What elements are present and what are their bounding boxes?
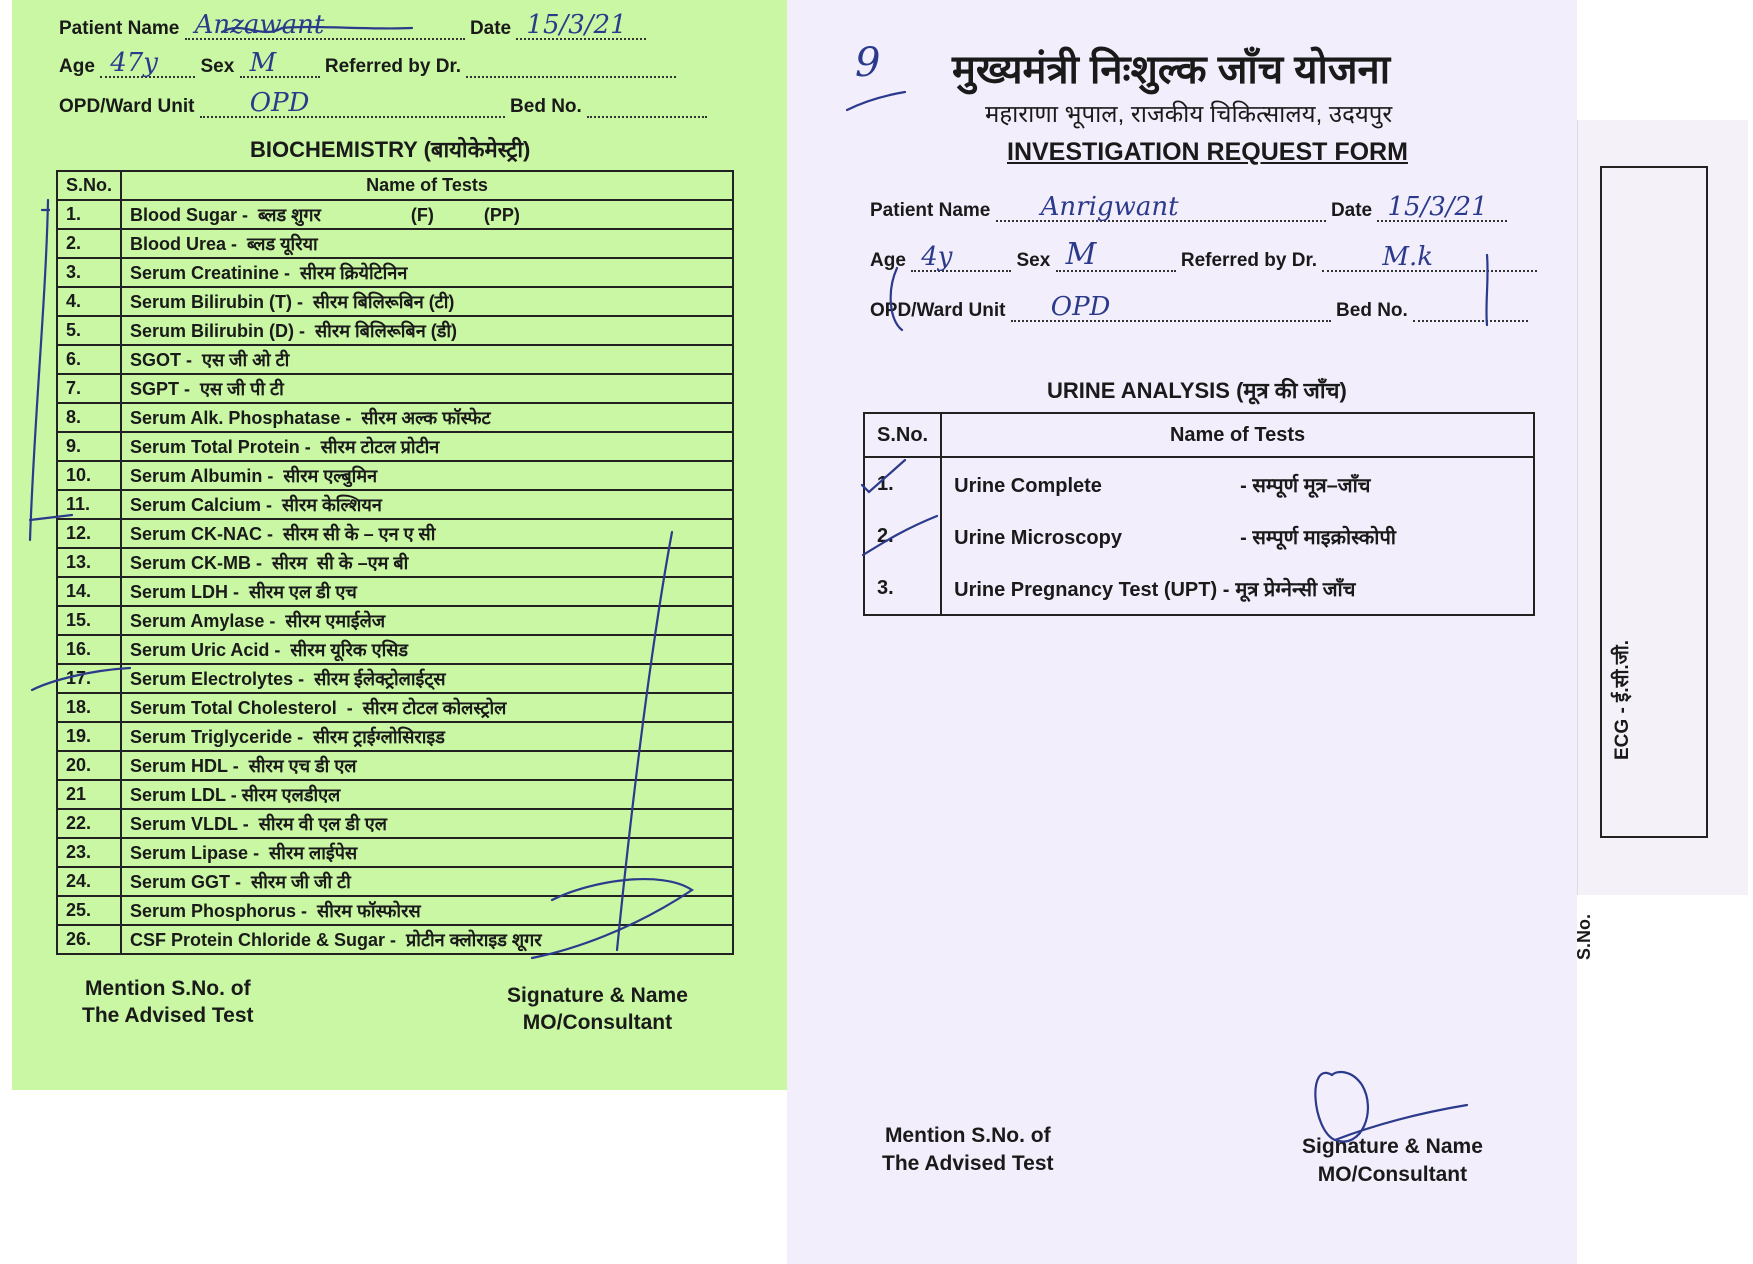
biochemistry-title: BIOCHEMISTRY (बायोकेमेस्ट्री) [250, 137, 531, 162]
signature-line1: Signature & Name [507, 984, 688, 1007]
age-value: 4y [921, 242, 953, 272]
test-name: Serum Calcium - सीरम केल्शियन [121, 490, 733, 519]
test-name: Blood Urea - ब्लड यूरिया [121, 229, 733, 258]
opd-value: OPD [1050, 292, 1111, 322]
patient-name-value: Anrigwant [1040, 192, 1179, 222]
serial-mark: 9 [855, 40, 881, 86]
test-name: Serum CK-NAC - सीरम सी के – एन ए सी [121, 519, 733, 548]
test-name: Serum Triglyceride - सीरम ट्राईग्लोसिराइड [121, 722, 733, 751]
sex-label: Sex [200, 56, 235, 77]
mention-sno-line2: The Advised Test [82, 1004, 254, 1027]
test-name: Serum Bilirubin (T) - सीरम बिलिरूबिन (टी) [121, 287, 733, 316]
test-name: Serum Bilirubin (D) - सीरम बिलिरूबिन (डी) [121, 316, 733, 345]
test-name-hindi: - सम्पूर्ण माइक्रोस्कोपी [1240, 526, 1396, 549]
test-sno: 20. [57, 751, 121, 780]
investigation-request-form [787, 0, 1577, 1264]
ecg-form-edge [1574, 120, 1748, 960]
col-name-header: Name of Tests [121, 171, 733, 200]
age-label: Age [59, 56, 95, 77]
bed-label: Bed No. [510, 96, 582, 117]
test-sno: 14. [57, 577, 121, 606]
patient-name-label: Patient Name [59, 18, 180, 39]
test-sno: 3. [57, 258, 121, 287]
test-name-hindi: - सम्पूर्ण मूत्र–जाँच [1240, 474, 1371, 497]
test-name: CSF Protein Chloride & Sugar - प्रोटीन क्लोराइड शूगर [121, 925, 733, 954]
test-sno: 1. [864, 457, 941, 510]
test-name: Serum VLDL - सीरम वी एल डी एल [121, 809, 733, 838]
test-name: Serum Albumin - सीरम एल्बुमिन [121, 461, 733, 490]
test-sno: 8. [57, 403, 121, 432]
test-name: Serum GGT - सीरम जी जी टी [121, 867, 733, 896]
test-name: Serum Uric Acid - सीरम यूरिक एसिड [121, 635, 733, 664]
biochemistry-form [12, 0, 787, 1090]
test-sno: 5. [57, 316, 121, 345]
test-name: Serum Lipase - सीरम लाईपेस [121, 838, 733, 867]
signature-line1: Signature & Name [1302, 1135, 1483, 1158]
test-name: Urine Complete [954, 474, 1102, 497]
test-name: Serum Electrolytes - सीरम ईलेक्ट्रोलाईट्स [121, 664, 733, 693]
hospital-name: महाराणा भूपाल, राजकीय चिकित्सालय, उदयपुर [985, 101, 1393, 128]
test-name: Serum Phosphorus - सीरम फॉस्फोरस [121, 896, 733, 925]
test-sno: 21 [57, 780, 121, 809]
patient-name-value: Anzawant [194, 10, 325, 40]
test-sno: 24. [57, 867, 121, 896]
test-sno: 18. [57, 693, 121, 722]
signature-line2: MO/Consultant [522, 1011, 673, 1034]
age-label: Age [870, 250, 906, 271]
test-sno: 17. [57, 664, 121, 693]
mention-sno-line1: Mention S.No. of [884, 1124, 1051, 1147]
referred-by-label: Referred by Dr. [324, 56, 462, 77]
test-sno: 23. [57, 838, 121, 867]
test-name: SGPT - एस जी पी टी [121, 374, 733, 403]
test-sno: 16. [57, 635, 121, 664]
test-name: Urine Pregnancy Test (UPT) - [954, 578, 1230, 601]
test-sno: 4. [57, 287, 121, 316]
test-sno: 22. [57, 809, 121, 838]
test-name: Serum Alk. Phosphatase - सीरम अल्क फॉस्फेट [121, 403, 733, 432]
test-name: Serum CK-MB - सीरम सी के –एम बी [121, 548, 733, 577]
mention-sno-line1: Mention S.No. of [84, 977, 251, 1000]
test-sno: 2. [57, 229, 121, 258]
mention-sno-line2: The Advised Test [882, 1152, 1054, 1175]
test-name: Serum Creatinine - सीरम क्रियेटिनिन [121, 258, 733, 287]
opd-value: OPD [249, 88, 310, 118]
test-sno: 26. [57, 925, 121, 954]
test-name: Serum LDH - सीरम एल डी एच [121, 577, 733, 606]
date-value: 15/3/21 [526, 10, 627, 40]
date-value: 15/3/21 [1387, 192, 1488, 222]
date-label: Date [1330, 200, 1373, 221]
test-name: Serum HDL - सीरम एच डी एल [121, 751, 733, 780]
sex-value: M [1065, 237, 1097, 272]
sex-value: M [249, 48, 277, 78]
test-name: Serum Amylase - सीरम एमाईलेज [121, 606, 733, 635]
ecg-label: ECG - ई.सी.जी. [1612, 639, 1633, 760]
test-sno: 15. [57, 606, 121, 635]
ecg-sno-label: S.No. [1574, 913, 1594, 960]
handwritten-marks-left [12, 0, 787, 1090]
test-name-hindi: मूत्र प्रेग्नेन्सी जाँच [1235, 578, 1356, 601]
test-sno: 10. [57, 461, 121, 490]
test-sno: 13. [57, 548, 121, 577]
form-title: INVESTIGATION REQUEST FORM [1007, 138, 1408, 166]
test-sno: 19. [57, 722, 121, 751]
test-sno: 6. [57, 345, 121, 374]
sex-label: Sex [1016, 250, 1051, 271]
opd-label: OPD/Ward Unit [59, 96, 195, 117]
test-name: Serum Total Cholesterol - सीरम टोटल कोलस्ट्रोल [121, 693, 733, 722]
test-name: Serum Total Protein - सीरम टोटल प्रोटीन [121, 432, 733, 461]
test-sno: 3. [864, 562, 941, 615]
test-sno: 1. [57, 200, 121, 229]
patient-name-label: Patient Name [870, 200, 991, 221]
test-sno: 7. [57, 374, 121, 403]
test-sno: 11. [57, 490, 121, 519]
signature-line2: MO/Consultant [1317, 1163, 1468, 1186]
scheme-title: मुख्यमंत्री निःशुल्क जाँच योजना [952, 48, 1391, 92]
col-sno-header: S.No. [864, 413, 941, 457]
test-sno: 12. [57, 519, 121, 548]
bed-label: Bed No. [1336, 300, 1408, 321]
test-name: Urine Microscopy [954, 526, 1122, 549]
test-sno: 9. [57, 432, 121, 461]
test-sno: 25. [57, 896, 121, 925]
col-name-header: Name of Tests [941, 413, 1534, 457]
opd-label: OPD/Ward Unit [870, 300, 1006, 321]
test-name: Serum LDL - सीरम एलडीएल [121, 780, 733, 809]
date-label: Date [469, 18, 512, 39]
col-sno-header: S.No. [57, 171, 121, 200]
handwritten-marks-right [787, 0, 1577, 1264]
test-name: SGOT - एस जी ओ टी [121, 345, 733, 374]
test-sno: 2. [864, 510, 941, 562]
referred-by-value: M.k [1382, 242, 1434, 272]
referred-by-label: Referred by Dr. [1180, 250, 1318, 271]
urine-analysis-title: URINE ANALYSIS (मूत्र की जाँच) [1047, 378, 1347, 403]
age-value: 47y [110, 48, 158, 78]
test-name: Blood Sugar - ब्लड शुगर (F) (PP) [121, 200, 733, 229]
